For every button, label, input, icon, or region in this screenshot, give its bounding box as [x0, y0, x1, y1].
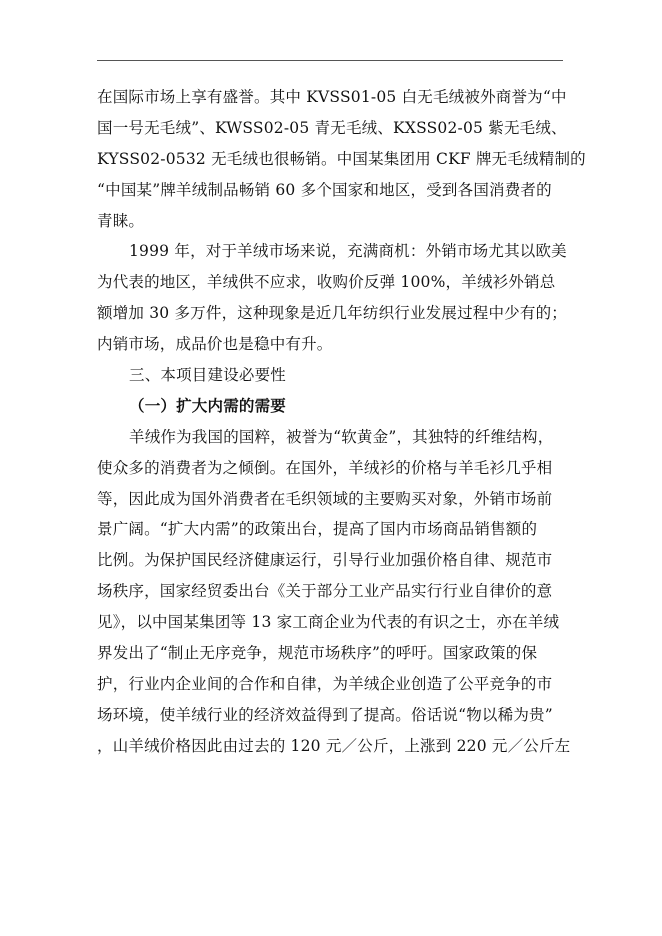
text-line: 青睐。	[97, 211, 145, 230]
text-line: 景广阔。“扩大内需”的政策出台，提高了国内市场商品销售额的	[97, 520, 538, 539]
text-line: 场环境，使羊绒行业的经济效益得到了提高。俗话说“物以稀为贵”	[97, 705, 553, 724]
text-line: 等，因此成为国外消费者在毛织领域的主要购买对象，外销市场前	[97, 489, 553, 508]
text-line: 在国际市场上享有盛誉。其中 KVSS01-05 白无毛绒被外商誉为“中	[97, 88, 567, 106]
text-line: 内销市场，成品价也是稳中有升。	[97, 335, 333, 354]
text-line: 界发出了“制止无序竞争，规范市场秩序”的呼吁。国家政策的保	[97, 644, 538, 663]
text-line: “中国某”牌羊绒制品畅销 60 多个国家和地区，受到各国消费者的	[97, 180, 552, 199]
text-line: 羊绒作为我国的国粹，被誉为“软黄金”，其独特的纤维结构，	[129, 427, 554, 446]
text-line: 额增加 30 多万件，这种现象是近几年纺织行业发展过程中少有的；	[97, 304, 567, 323]
text-line: 为代表的地区，羊绒供不应求，收购价反弹 100%，羊绒衫外销总	[97, 273, 556, 292]
text-line: 见》，以中国某集团等 13 家工商企业为代表的有识之士，亦在羊绒	[97, 613, 560, 632]
text-line: 1999 年，对于羊绒市场来说，充满商机：外销市场尤其以欧美	[129, 242, 567, 261]
paragraph-2	[97, 236, 569, 360]
text-line: ，山羊绒价格因此由过去的 120 元／公斤，上涨到 220 元／公斤左	[97, 736, 571, 755]
subsection-heading: （一）扩大内需的需要	[129, 395, 287, 415]
text-line: 护，行业内企业间的合作和自律，为羊绒企业创造了公平竞争的市	[97, 674, 553, 693]
text-line: 比例。为保护国民经济健康运行，引导行业加强价格自律、规范市	[97, 551, 553, 570]
document-body	[97, 82, 586, 762]
header-rule	[97, 60, 563, 61]
text-line: 国一号无毛绒”、KWSS02-05 青无毛绒、KXSS02-05 紫无毛绒、	[97, 118, 567, 137]
paragraph-1	[97, 82, 586, 236]
paragraph-3	[97, 422, 569, 762]
section-heading: 三、本项目建设必要性	[129, 366, 287, 385]
text-line: KYSS02-0532 无毛绒也很畅销。中国某集团用 CKF 牌无毛绒精制的	[97, 149, 586, 168]
text-line: 使众多的消费者为之倾倒。在国外，羊绒衫的价格与羊毛衫几乎相	[97, 458, 553, 477]
text-line: 场秩序，国家经贸委出台《关于部分工业产品实行行业自律价的意	[97, 582, 553, 601]
